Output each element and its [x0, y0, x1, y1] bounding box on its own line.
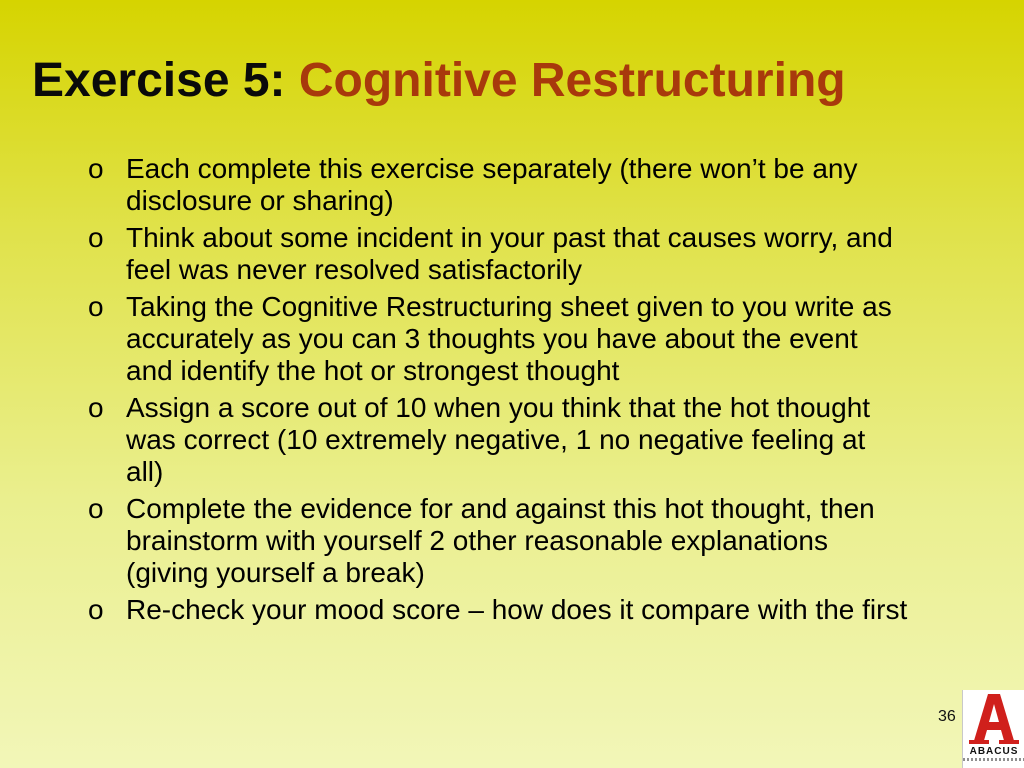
bullet-marker: o [88, 222, 104, 253]
bullet-marker: o [88, 291, 104, 322]
bullet-text: Taking the Cognitive Restructuring sheet given to you write as accurately as you can 3 thoughts you have about the event and identify the hot or strongest thought [126, 291, 892, 386]
abacus-logo-mark [963, 690, 1024, 746]
bullet-item [88, 153, 908, 217]
bullet-marker: o [88, 392, 104, 423]
slide-title [32, 52, 846, 110]
bullet-item [88, 222, 908, 286]
bullet-marker: o [88, 594, 104, 625]
bullet-marker: o [88, 153, 104, 184]
bullet-list [88, 153, 908, 631]
bullet-item [88, 291, 908, 387]
logo-tagline-rule [963, 758, 1024, 761]
abacus-logo [962, 690, 1024, 768]
title-prefix: Exercise 5: [32, 54, 286, 107]
logo-serif-right [999, 740, 1019, 744]
bullet-text: Re-check your mood score – how does it compare with the first [126, 594, 908, 625]
bullet-text: Complete the evidence for and against this hot thought, then brainstorm with yourself 2 other reasonable explanations (giving yourself a break) [126, 493, 875, 588]
logo-wordmark: ABACUS [969, 746, 1019, 757]
bullet-text: Each complete this exercise separately (there won’t be any disclosure or sharing) [126, 153, 858, 216]
page-number: 36 [938, 708, 956, 725]
bullet-text: Assign a score out of 10 when you think that the hot thought was correct (10 extremely negative, 1 no negative feeling at all) [126, 392, 871, 487]
bullet-text: Think about some incident in your past that causes worry, and feel was never resolved satisfactorily [126, 222, 893, 285]
bullet-item [88, 493, 908, 589]
logo-serif-left [969, 740, 989, 744]
bullet-item [88, 594, 908, 626]
title-topic: Cognitive Restructuring [298, 54, 846, 107]
bullet-item [88, 392, 908, 488]
bullet-marker: o [88, 493, 104, 524]
